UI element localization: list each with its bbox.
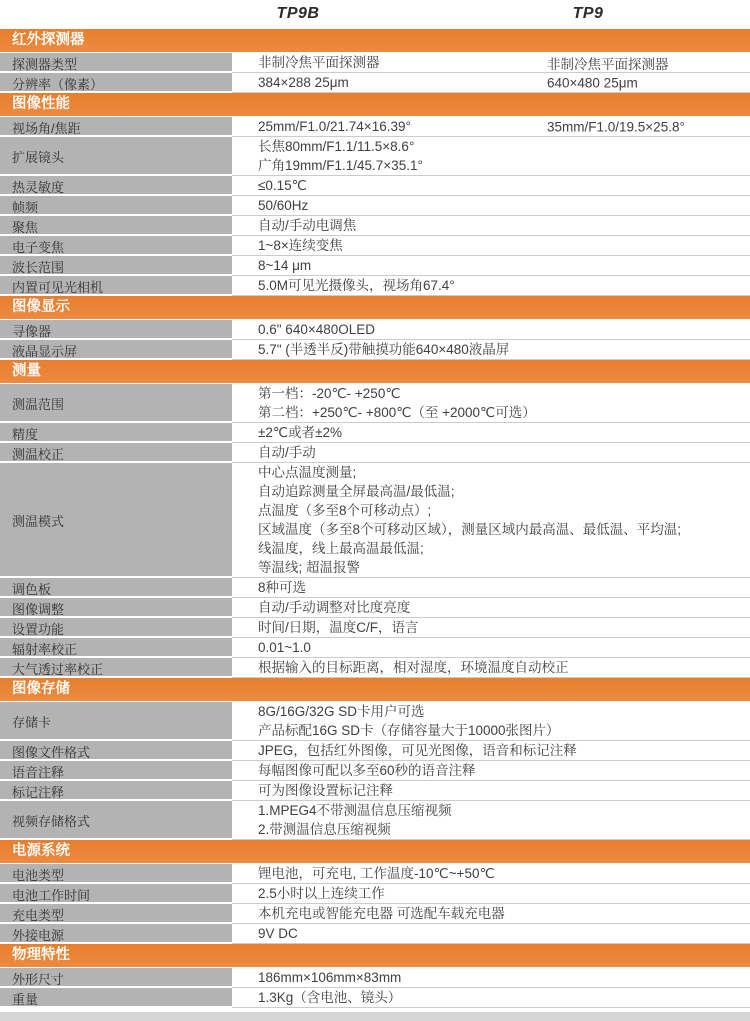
value-line: 区域温度（多至8个可移动区域），测量区域内最高温、最低温、平均温;	[258, 522, 682, 537]
section-header: 物理特性	[0, 944, 750, 967]
column-header-tp9: TP9	[572, 5, 604, 22]
spec-row	[0, 463, 750, 578]
row-label	[0, 216, 232, 236]
row-label-text: 存储卡	[12, 715, 52, 730]
row-label-text: 外接电源	[12, 927, 65, 943]
row-label	[0, 117, 232, 137]
spec-row	[0, 578, 750, 598]
row-label	[0, 320, 232, 340]
row-value	[232, 53, 750, 73]
row-label-text: 设置功能	[12, 621, 65, 637]
row-value	[232, 176, 750, 196]
row-label	[0, 598, 232, 618]
row-label	[0, 236, 232, 256]
spec-row	[0, 702, 750, 741]
row-value	[232, 761, 750, 781]
column-headers	[0, 0, 750, 29]
table-bottom-edge	[0, 1012, 750, 1021]
value-line: 8G/16G/32G SD卡用户可选	[258, 704, 425, 719]
value-line: 自动追踪测量全屏最高温/最低温;	[258, 484, 455, 499]
row-value	[232, 117, 750, 137]
row-label-text: 电池工作时间	[12, 887, 91, 903]
row-value	[232, 578, 750, 598]
row-label-text: 精度	[12, 426, 39, 442]
spec-row	[0, 618, 750, 638]
row-label	[0, 463, 232, 578]
row-label-text: 图像调整	[12, 601, 65, 617]
spec-row	[0, 781, 750, 801]
value-line: 时间/日期，温度C/F，语言	[258, 620, 419, 635]
spec-row	[0, 924, 750, 944]
row-label	[0, 53, 232, 73]
value-line: 每幅图像可配以多至60秒的语音注释	[258, 763, 476, 778]
spec-row	[0, 384, 750, 423]
value-line: 本机充电或智能充电器 可选配车载充电器	[258, 906, 505, 921]
row-label-text: 内置可见光相机	[12, 279, 104, 295]
value-line: 186mm×106mm×83mm	[258, 970, 402, 985]
row-value	[232, 256, 750, 276]
value-line: 自动/手动电调焦	[258, 218, 357, 233]
row-label	[0, 864, 232, 884]
row-label-text: 寻像器	[12, 323, 52, 339]
value-line: 可为图像设置标记注释	[258, 783, 393, 798]
row-label	[0, 884, 232, 904]
row-value	[232, 196, 750, 216]
row-label-text: 图像文件格式	[12, 744, 91, 760]
row-label	[0, 988, 232, 1008]
row-value	[232, 320, 750, 340]
value-tp9b: 非制冷焦平面探测器	[258, 55, 380, 70]
row-label-text: 语音注释	[12, 764, 65, 780]
value-line: 2.5小时以上连续工作	[258, 886, 385, 901]
value-tp9: 640×480 25μm	[547, 75, 638, 90]
row-value	[232, 137, 750, 176]
row-value	[232, 781, 750, 801]
value-line: 1.MPEG4不带测温信息压缩视频	[258, 803, 452, 818]
row-label	[0, 423, 232, 443]
spec-row	[0, 761, 750, 781]
row-value	[232, 423, 750, 443]
row-label-text: 外形尺寸	[12, 971, 65, 987]
value-line: 1~8×连续变焦	[258, 238, 343, 253]
value-line: 8~14 μm	[258, 258, 312, 273]
spec-row	[0, 904, 750, 924]
row-label-text: 视频存储格式	[12, 814, 91, 829]
row-label	[0, 904, 232, 924]
row-label	[0, 137, 232, 176]
row-label	[0, 176, 232, 196]
spec-table	[0, 29, 750, 1008]
value-tp9: 35mm/F1.0/19.5×25.8°	[547, 119, 685, 134]
row-label	[0, 618, 232, 638]
section-header: 图像显示	[0, 296, 750, 319]
spec-row	[0, 256, 750, 276]
spec-row	[0, 598, 750, 618]
spec-row	[0, 340, 750, 360]
row-value	[232, 236, 750, 256]
value-line: 中心点温度测量;	[258, 465, 357, 480]
value-line: 第二档：+250℃- +800℃（至 +2000℃可选）	[258, 405, 536, 420]
row-value	[232, 658, 750, 678]
row-label-text: 扩展镜头	[12, 150, 65, 165]
row-label	[0, 761, 232, 781]
row-label	[0, 340, 232, 360]
row-label	[0, 384, 232, 423]
spec-row	[0, 884, 750, 904]
row-label-text: 波长范围	[12, 259, 65, 275]
row-value	[232, 276, 750, 296]
row-label	[0, 968, 232, 988]
row-label	[0, 638, 232, 658]
row-label-text: 聚焦	[12, 219, 39, 235]
row-value	[232, 443, 750, 463]
value-line: JPEG，包括红外图像，可见光图像，语音和标记注释	[258, 743, 577, 758]
spec-row	[0, 137, 750, 176]
row-label	[0, 658, 232, 678]
row-value	[232, 884, 750, 904]
row-label-text: 重量	[12, 991, 39, 1007]
row-label	[0, 276, 232, 296]
row-label-text: 电子变焦	[12, 239, 65, 255]
value-line: 1.3Kg（含电池、镜头）	[258, 990, 402, 1005]
row-value	[232, 638, 750, 658]
value-line: 5.0M可见光摄像头，视场角67.4°	[258, 278, 455, 293]
section-header: 测量	[0, 360, 750, 383]
spec-row	[0, 741, 750, 761]
row-value	[232, 968, 750, 988]
value-line: 点温度（多至8个可移动点）;	[258, 503, 432, 518]
row-label	[0, 73, 232, 93]
value-tp9: 非制冷焦平面探测器	[547, 56, 669, 72]
row-value	[232, 340, 750, 360]
row-label-text: 辐射率校正	[12, 641, 78, 657]
value-line: 5.7" (半透半反)带触摸功能640×480液晶屏	[258, 342, 510, 357]
row-label	[0, 801, 232, 840]
spec-row	[0, 988, 750, 1008]
row-value	[232, 702, 750, 741]
value-line: 第一档：-20℃- +250℃	[258, 386, 401, 401]
value-line: 2.带测温信息压缩视频	[258, 822, 391, 837]
value-line: 等温线; 超温报警	[258, 560, 361, 575]
value-line: 自动/手动	[258, 445, 316, 460]
spec-row	[0, 801, 750, 840]
row-label-text: 探测器类型	[12, 56, 78, 72]
value-line: 8种可选	[258, 580, 307, 595]
row-value	[232, 73, 750, 93]
row-label	[0, 196, 232, 216]
row-label	[0, 741, 232, 761]
row-label-text: 测温模式	[12, 514, 65, 529]
section-header: 电源系统	[0, 840, 750, 863]
row-label-text: 热灵敏度	[12, 179, 65, 195]
spec-row	[0, 638, 750, 658]
row-label	[0, 256, 232, 276]
row-value	[232, 598, 750, 618]
row-value	[232, 384, 750, 423]
row-value	[232, 864, 750, 884]
value-line: 锂电池，可充电, 工作温度-10℃~+50℃	[258, 866, 495, 881]
spec-row	[0, 176, 750, 196]
row-label-text: 电池类型	[12, 867, 65, 883]
row-label-text: 充电类型	[12, 907, 65, 923]
value-tp9b: 384×288 25μm	[258, 75, 349, 90]
value-line: 长焦80mm/F1.1/11.5×8.6°	[258, 139, 415, 154]
row-value	[232, 216, 750, 236]
row-label	[0, 443, 232, 463]
spec-row	[0, 117, 750, 137]
spec-row	[0, 236, 750, 256]
spec-row	[0, 423, 750, 443]
value-line: 0.6" 640×480OLED	[258, 322, 376, 337]
value-tp9b: 25mm/F1.0/21.74×16.39°	[258, 119, 411, 134]
value-line: 线温度，线上最高温最低温;	[258, 541, 424, 556]
row-value	[232, 463, 750, 578]
row-label	[0, 924, 232, 944]
value-line: 0.01~1.0	[258, 640, 311, 655]
spec-row	[0, 216, 750, 236]
row-value	[232, 988, 750, 1008]
value-line: 根据输入的目标距离，相对湿度，环境温度自动校正	[258, 660, 569, 675]
value-line: 50/60Hz	[258, 198, 309, 213]
section-header: 图像存储	[0, 678, 750, 701]
column-header-tp9b: TP9B	[276, 5, 320, 22]
row-value	[232, 741, 750, 761]
row-label-text: 视场角/焦距	[12, 120, 81, 136]
spec-row	[0, 443, 750, 463]
row-label-text: 调色板	[12, 581, 52, 597]
section-header: 图像性能	[0, 93, 750, 116]
spec-row	[0, 864, 750, 884]
row-label-text: 液晶显示屏	[12, 343, 78, 359]
spec-row	[0, 320, 750, 340]
row-label	[0, 781, 232, 801]
row-label	[0, 702, 232, 741]
spec-row	[0, 968, 750, 988]
value-line: 产品标配16G SD卡（存储容量大于10000张图片）	[258, 723, 560, 738]
spec-row	[0, 658, 750, 678]
row-value	[232, 924, 750, 944]
row-label-text: 测温校正	[12, 446, 65, 462]
row-label-text: 大气透过率校正	[12, 661, 104, 677]
spec-row	[0, 53, 750, 73]
value-line: 自动/手动调整对比度亮度	[258, 600, 411, 615]
spec-row	[0, 196, 750, 216]
value-line: ≤0.15℃	[258, 178, 307, 193]
row-label	[0, 578, 232, 598]
row-value	[232, 801, 750, 840]
row-value	[232, 904, 750, 924]
spec-row	[0, 73, 750, 93]
value-line: 广角19mm/F1.1/45.7×35.1°	[258, 158, 423, 173]
row-label-text: 测温范围	[12, 397, 65, 412]
value-line: 9V DC	[258, 926, 298, 941]
spec-row	[0, 276, 750, 296]
row-label-text: 帧频	[12, 199, 39, 215]
section-header: 红外探测器	[0, 29, 750, 52]
row-label-text: 分辨率（像素）	[12, 76, 104, 92]
value-line: ±2℃或者±2%	[258, 425, 342, 440]
row-label-text: 标记注释	[12, 784, 65, 800]
row-value	[232, 618, 750, 638]
